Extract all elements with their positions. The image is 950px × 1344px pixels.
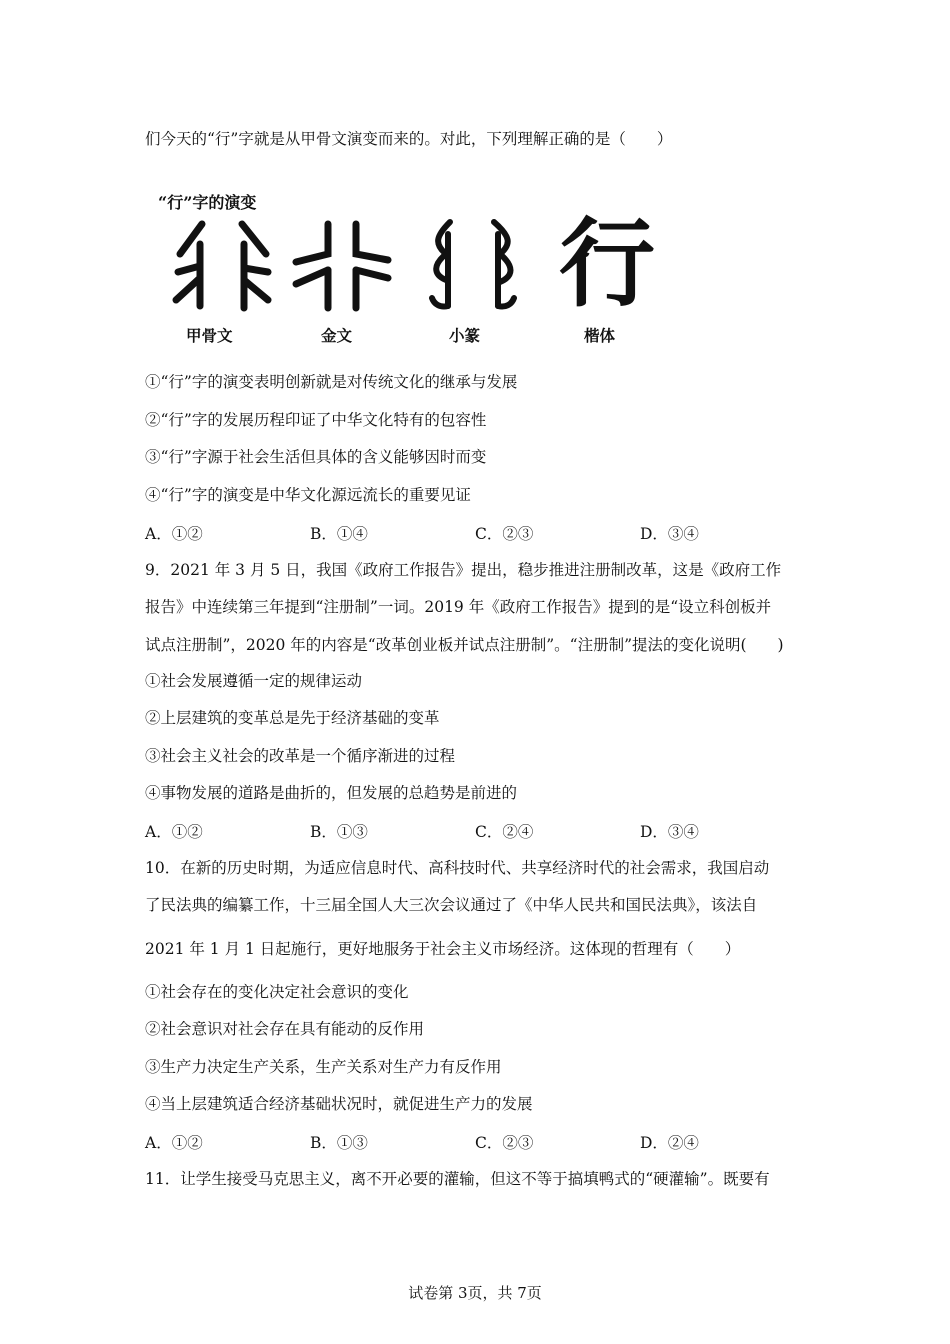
q9-statement-3: ③社会主义社会的改革是一个循序渐进的过程 (145, 747, 456, 765)
q10-stem-line-2: 了民法典的编纂工作，十三届全国人大三次会议通过了《中华人民共和国民法典》，该法自 (145, 896, 758, 914)
q10-option-d[interactable]: D．②④ (640, 1134, 699, 1152)
q10-statement-2: ②社会意识对社会存在具有能动的反作用 (145, 1020, 425, 1038)
q9-options (145, 820, 810, 842)
q9-statement-2: ②上层建筑的变革总是先于经济基础的变革 (145, 709, 440, 727)
q8-statement-4: ④“行”字的演变是中华文化源远流长的重要见证 (145, 486, 471, 504)
caption-oracle-bone: 甲骨文 (186, 326, 233, 345)
q10-option-a[interactable]: A．①② (145, 1134, 203, 1152)
q10-stem-line-3: 2021 年 1 月 1 日起施行，更好地服务于社会主义市场经济。这体现的哲理有（ ） (145, 940, 741, 958)
q8-option-d[interactable]: D．③④ (640, 525, 699, 543)
figure-title: “行”字的演变 (158, 193, 257, 212)
caption-small-seal: 小篆 (449, 326, 481, 345)
caption-regular-script: 楷体 (584, 326, 616, 345)
page-footer: 试卷第 3页，共 7页 (408, 1284, 542, 1302)
q9-stem-line-1: 9．2021 年 3 月 5 日，我国《政府工作报告》提出，稳步推进注册制改革，这是《政府工作 (145, 561, 782, 579)
q10-stem-line-1: 10．在新的历史时期，为适应信息时代、高科技时代、共享经济时代的社会需求，我国启动 (145, 859, 770, 877)
q10-option-b[interactable]: B．①③ (310, 1134, 368, 1152)
q9-option-c[interactable]: C．②④ (475, 823, 534, 841)
q10-statement-4: ④当上层建筑适合经济基础状况时，就促进生产力的发展 (145, 1095, 533, 1113)
q9-stem-line-3: 试点注册制”，2020 年的内容是“改革创业板并试点注册制”。“注册制”提法的变化说明( ) (145, 636, 784, 654)
q9-option-b[interactable]: B．①③ (310, 823, 368, 841)
q8-option-a[interactable]: A．①② (145, 525, 203, 543)
caption-bronze: 金文 (321, 326, 353, 345)
q9-stem-line-2: 报告》中连续第三年提到“注册制”一词。2019 年《政府工作报告》提到的是“设立科创板并 (145, 598, 772, 616)
small-seal-glyph (420, 214, 530, 314)
q10-statement-3: ③生产力决定生产关系，生产关系对生产力有反作用 (145, 1058, 502, 1076)
oracle-bone-glyph (170, 214, 280, 314)
q8-option-b[interactable]: B．①④ (310, 525, 368, 543)
q8-statement-2: ②“行”字的发展历程印证了中华文化特有的包容性 (145, 411, 487, 429)
q10-option-c[interactable]: C．②③ (475, 1134, 534, 1152)
bronze-script-glyph (288, 214, 398, 314)
q8-option-c[interactable]: C．②③ (475, 525, 534, 543)
q8-options (145, 522, 810, 544)
question-intro-line: 们今天的“行”字就是从甲骨文演变而来的。对此，下列理解正确的是（ ） (145, 130, 673, 148)
q9-option-d[interactable]: D．③④ (640, 823, 699, 841)
q9-statement-4: ④事物发展的道路是曲折的，但发展的总趋势是前进的 (145, 784, 518, 802)
q8-statement-1: ①“行”字的演变表明创新就是对传统文化的继承与发展 (145, 373, 518, 391)
q9-option-a[interactable]: A．①② (145, 823, 203, 841)
q10-options (145, 1131, 810, 1153)
q8-statement-3: ③“行”字源于社会生活但具体的含义能够因时而变 (145, 448, 487, 466)
q9-statement-1: ①社会发展遵循一定的规律运动 (145, 672, 363, 690)
q11-stem-line-1: 11．让学生接受马克思主义，离不开必要的灌输，但这不等于搞填鸭式的“硬灌输”。既要有 (145, 1170, 770, 1188)
regular-script-glyph: 行 (559, 207, 655, 320)
q10-statement-1: ①社会存在的变化决定社会意识的变化 (145, 983, 409, 1001)
